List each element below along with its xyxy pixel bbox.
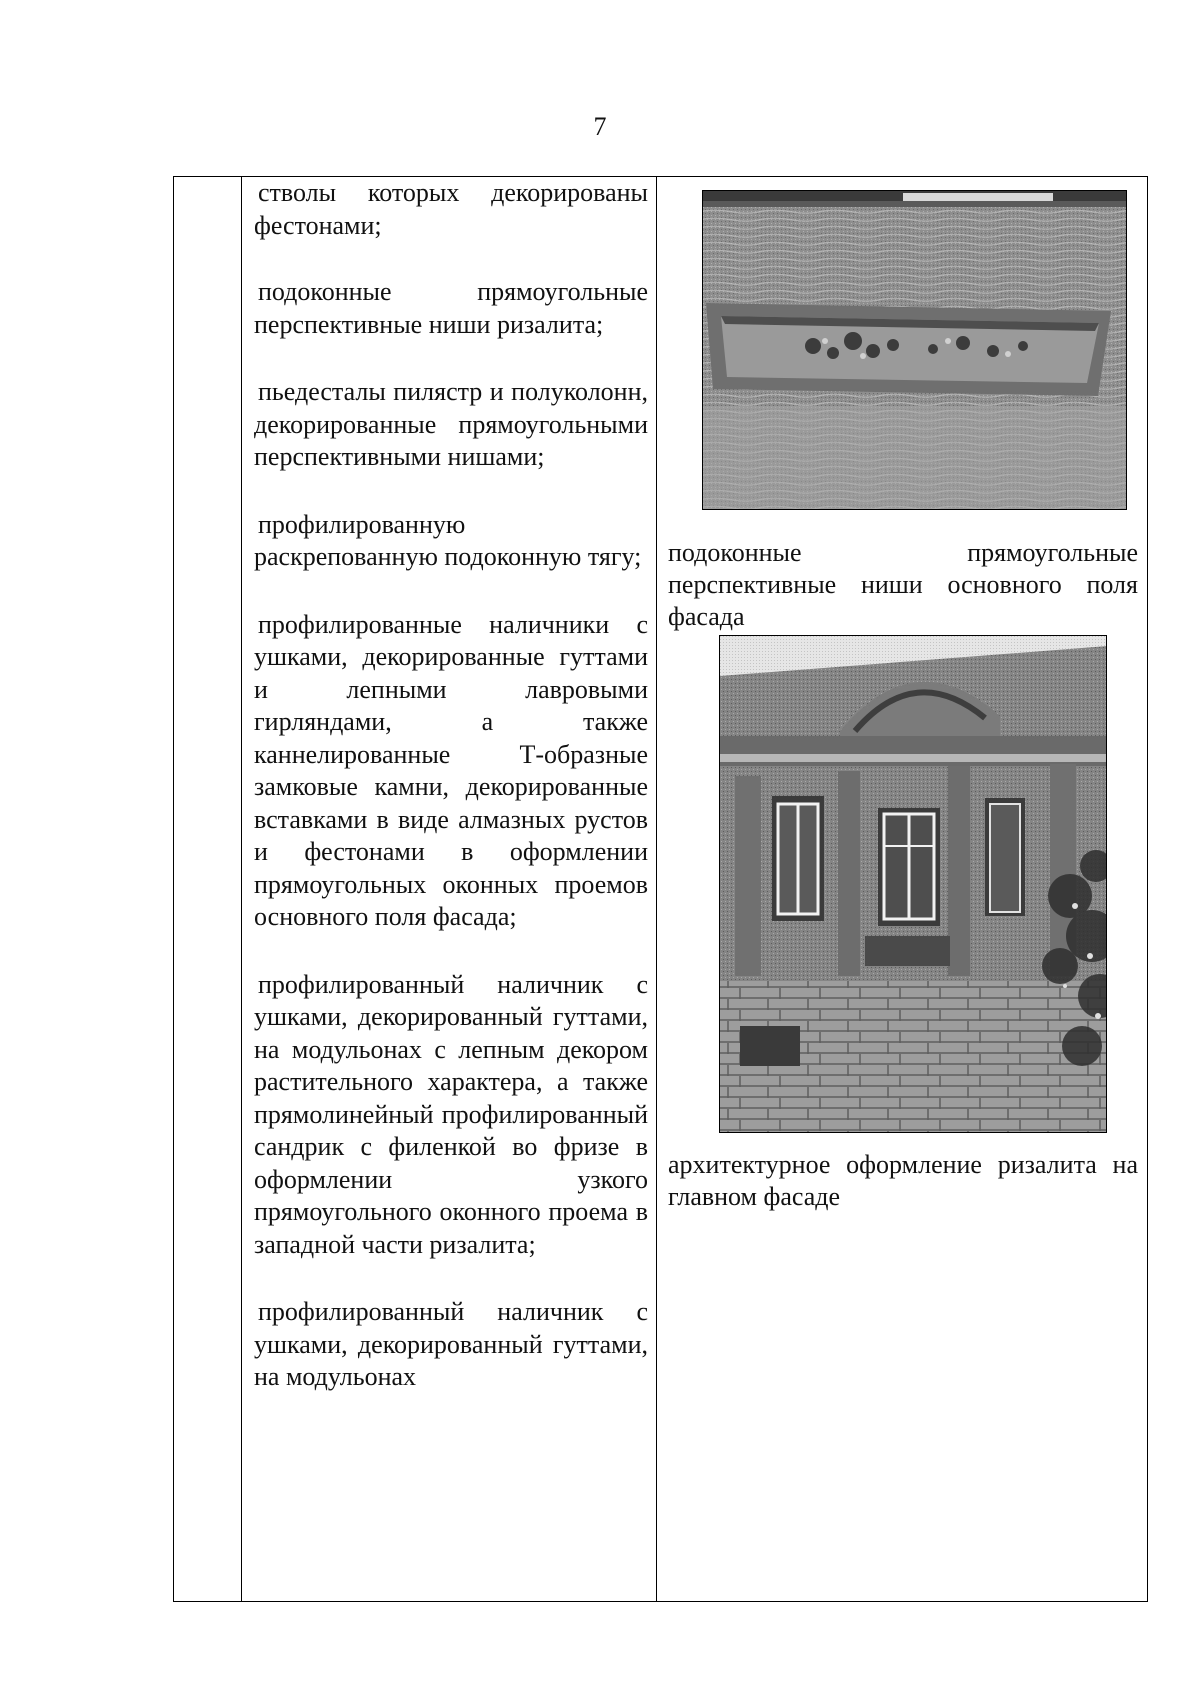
photo-sill-niche-image bbox=[703, 191, 1127, 510]
description-paragraph: стволы которых декорированы фестонами; bbox=[254, 178, 648, 240]
photo-sill-niche bbox=[702, 190, 1127, 510]
description-column bbox=[254, 177, 648, 1429]
photo-risalit-facade-image bbox=[720, 636, 1107, 1133]
description-paragraph: подоконные прямоугольные перспективные ниши ризалита; bbox=[254, 277, 648, 339]
description-paragraph: пьедесталы пилястр и полуколонн, декорированные прямоугольными перспективными нишами; bbox=[254, 377, 648, 471]
page-number: 7 bbox=[593, 112, 607, 141]
column-divider bbox=[656, 177, 657, 1601]
description-paragraph: профилированные наличники с ушками, декорированные гуттами и лепными лавровыми гирляндами, а также каннелированные Т-образные замковые камни, декорированные вставками в виде алмазных рустов и фестонами в оформлении прямоугольных оконных проемов основного поля фасада; bbox=[254, 609, 648, 931]
photo-risalit-facade bbox=[719, 635, 1107, 1133]
description-paragraph: профилированную раскрепованную подоконную тягу; bbox=[254, 509, 642, 571]
photo-caption-risalit: архитектурное оформление ризалита на главном фасаде bbox=[668, 1150, 1138, 1211]
description-paragraph: профилированный наличник с ушками, декорированный гуттами, на модульонах с лепным декором растительного характера, а также прямолинейный профилированный сандрик с филенкой во фризе в оформлении узкого прямоугольного оконного проема в западной части ризалита; bbox=[254, 969, 648, 1259]
photo-caption-sill-niches: подоконные прямоугольные перспективные ниши основного поля фасада bbox=[668, 538, 1138, 631]
description-paragraph: профилированный наличник с ушками, декорированный гуттами, на модульонах bbox=[254, 1297, 648, 1391]
document-table bbox=[173, 176, 1148, 1602]
column-divider bbox=[241, 177, 242, 1601]
